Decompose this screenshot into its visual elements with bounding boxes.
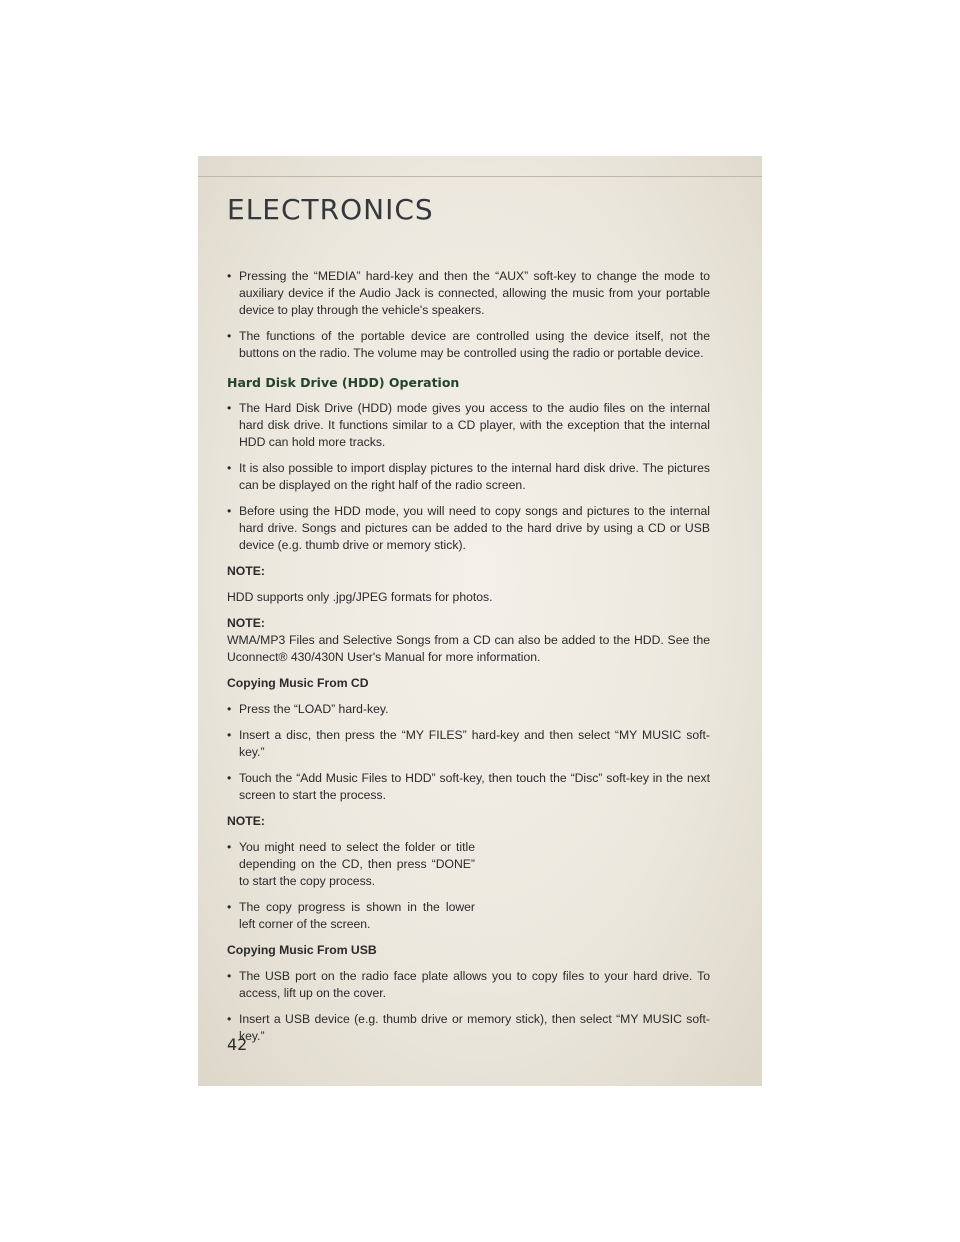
copy-cd-heading: Copying Music From CD	[227, 676, 369, 690]
note-label: NOTE:	[227, 564, 265, 578]
list-item: • The Hard Disk Drive (HDD) mode gives you access to the audio files on the internal hard disk drive. It functions similar to a CD player, with the exception that the internal HDD can hold more tracks.	[227, 400, 710, 451]
hdd-heading: Hard Disk Drive (HDD) Operation	[227, 375, 460, 390]
list-item: • The functions of the portable device are controlled using the device itself, not the buttons on the radio. The volume may be controlled using the radio or portable device.	[227, 328, 710, 362]
header-rule	[198, 176, 762, 177]
page-content	[227, 268, 710, 1054]
list-item: • Touch the “Add Music Files to HDD” soft-key, then touch the “Disc” soft-key in the next screen to start the process.	[227, 770, 710, 804]
list-item: • You might need to select the folder or title depending on the CD, then press “DONE” to start the copy process.	[227, 839, 475, 890]
list-item: • Insert a USB device (e.g. thumb drive or memory stick), then select “MY MUSIC soft-key.”	[227, 1011, 710, 1045]
note-label: NOTE:	[227, 814, 265, 828]
note-label: NOTE:	[227, 616, 265, 630]
list-item: • It is also possible to import display pictures to the internal hard disk drive. The pictures can be displayed on the right half of the radio screen.	[227, 460, 710, 494]
list-item: • The USB port on the radio face plate allows you to copy files to your hard drive. To access, lift up on the cover.	[227, 968, 710, 1002]
list-item: • Press the “LOAD” hard-key.	[227, 701, 710, 718]
note-text: HDD supports only .jpg/JPEG formats for photos.	[227, 590, 493, 604]
list-item: • Pressing the “MEDIA” hard-key and then the “AUX” soft-key to change the mode to auxiliary device if the Audio Jack is connected, allowing the music from your portable device to play through the vehicle's speakers.	[227, 268, 710, 319]
list-item: • Insert a disc, then press the “MY FILES” hard-key and then select “MY MUSIC soft-key.”	[227, 727, 710, 761]
note-text: WMA/MP3 Files and Selective Songs from a CD can also be added to the HDD. See the Uconnect® 430/430N User's Manual for more information.	[227, 633, 710, 664]
list-item: • The copy progress is shown in the lower left corner of the screen.	[227, 899, 475, 933]
list-item: • Before using the HDD mode, you will need to copy songs and pictures to the internal hard drive. Songs and pictures can be added to the hard drive by using a CD or USB device (e.g. thumb drive or memory stick).	[227, 503, 710, 554]
manual-page	[198, 156, 762, 1086]
copy-usb-heading: Copying Music From USB	[227, 943, 377, 957]
page-number: 42	[227, 1035, 248, 1054]
section-title: ELECTRONICS	[227, 193, 434, 226]
